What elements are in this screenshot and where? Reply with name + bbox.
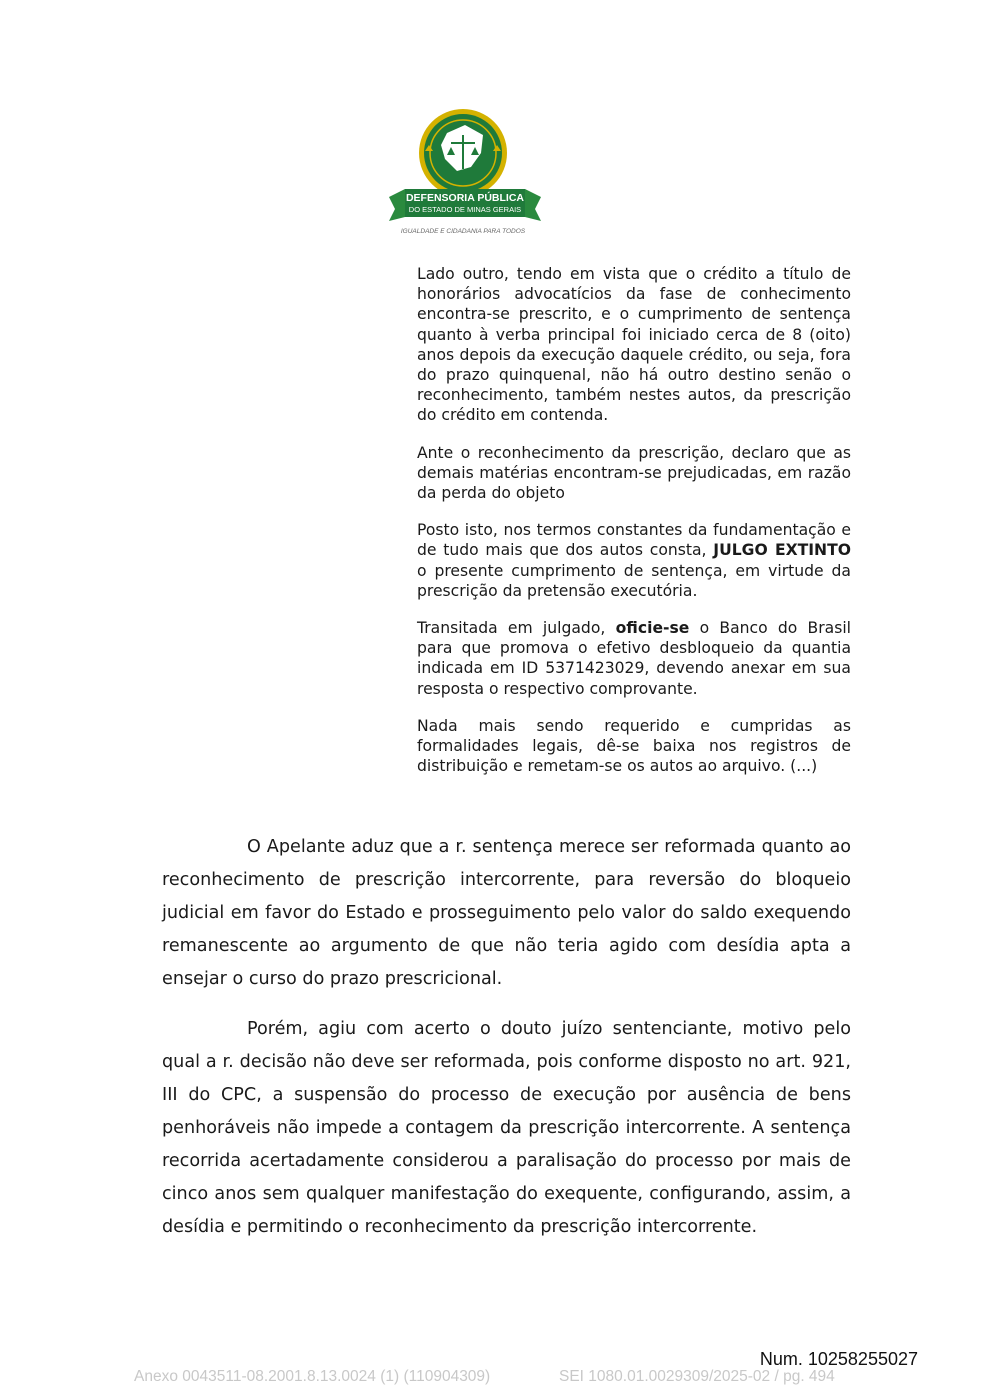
quote-paragraph-5: Nada mais sendo requerido e cumpridas as formalidades legais, dê-se baixa nos registros de distribuição e remetam-se os autos ao arquivo. (...) bbox=[417, 716, 851, 776]
quote-paragraph-2: Ante o reconhecimento da prescrição, declaro que as demais matérias encontram-se prejudicadas, em razão da perda do objeto bbox=[417, 443, 851, 503]
quote-paragraph-3 bbox=[417, 520, 851, 601]
quote-p3-text-a: Posto isto, nos termos constantes da fundamentação e de tudo mais que dos autos consta, bbox=[417, 521, 851, 560]
quote-paragraph-4 bbox=[417, 618, 851, 699]
document-number: Num. 10258255027 bbox=[759, 1349, 918, 1369]
quote-p3-text-c: o presente cumprimento de sentença, em virtude da prescrição da pretensão executória. bbox=[417, 561, 851, 600]
quote-p4-text-a: Transitada em julgado, bbox=[417, 619, 616, 638]
quote-p4-bold: oficie-se bbox=[615, 619, 690, 638]
main-body-text bbox=[162, 831, 851, 1261]
quote-p4-text-c: o Banco do Brasil para que promova o efetivo desbloqueio da quantia indicada em ID 5371423029, devendo anexar em sua resposta o respectivo comprovante. bbox=[417, 619, 852, 698]
seal-emblem-icon bbox=[385, 105, 545, 240]
svg-text:IGUALDADE E CIDADANIA PARA TOD: IGUALDADE E CIDADANIA PARA TODOS bbox=[400, 228, 526, 235]
footer-annex-reference: Anexo 0043511-08.2001.8.13.0024 (1) (110904309) bbox=[134, 1368, 491, 1385]
svg-text:DO ESTADO DE MINAS GERAIS: DO ESTADO DE MINAS GERAIS bbox=[408, 205, 522, 214]
page-footer bbox=[134, 1368, 874, 1386]
defensoria-logo bbox=[385, 105, 545, 240]
quote-p3-bold: JULGO EXTINTO bbox=[713, 541, 851, 560]
footer-sei-page-reference: SEI 1080.01.0029309/2025-02 / pg. 494 bbox=[559, 1368, 835, 1385]
quote-paragraph-1: Lado outro, tendo em vista que o crédito a título de honorários advocatícios da fase de conhecimento encontra-se prescrito, e o cumprimento de sentença quanto à verba principal foi iniciado cerca de 8 (oito) anos depois da execução daquele crédito, ou seja, fora do prazo quinquenal, não há outro destino senão o reconhecimento, também nestes autos, da prescrição do crédito em contenda. bbox=[417, 265, 851, 425]
svg-text:DEFENSORIA PÚBLICA: DEFENSORIA PÚBLICA bbox=[405, 192, 525, 204]
quoted-sentence-block bbox=[417, 264, 851, 793]
body-paragraph-2: Porém, agiu com acerto o douto juízo sentenciante, motivo pelo qual a r. decisão não deve ser reformada, pois conforme disposto no art. 921, III do CPC, a suspensão do processo de execução por ausência de bens penhoráveis não impede a contagem da prescrição intercorrente. A sentença recorrida acertadamente considerou a paralisação do processo por mais de cinco anos sem qualquer manifestação do exequente, configurando, assim, a desídia e permitindo o reconhecimento da prescrição intercorrente. bbox=[162, 1019, 851, 1237]
body-paragraph-1: O Apelante aduz que a r. sentença merece ser reformada quanto ao reconhecimento de prescrição intercorrente, para reversão do bloqueio judicial em favor do Estado e prosseguimento pelo valor do saldo exequendo remanescente ao argumento de que não teria agido com desídia apta a ensejar o curso do prazo prescricional. bbox=[162, 837, 851, 989]
